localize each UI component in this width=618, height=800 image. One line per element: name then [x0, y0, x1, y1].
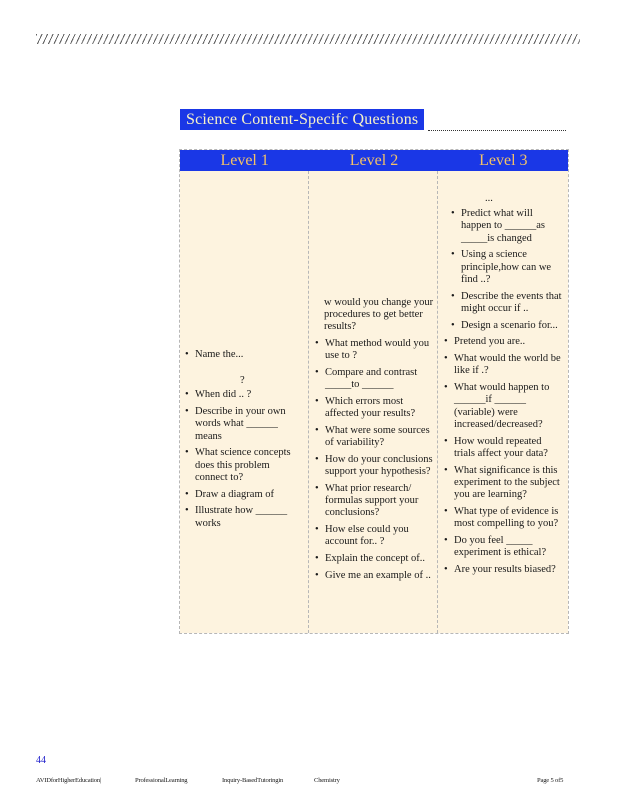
list-item: • Draw a diagram of: [182, 489, 302, 501]
list-item: • What science concepts does this problem connect to?: [182, 447, 302, 484]
list-item: • Pretend you are..: [441, 336, 565, 348]
list-item: • When did .. ?: [182, 389, 302, 401]
list-item: • Using a science principle,how can we find ..?: [448, 249, 565, 286]
section-title: [180, 109, 566, 131]
list-item: • What would happen to ______if ______ (variable) were increased/decreased?: [441, 382, 565, 431]
list-lead-text: ...: [485, 193, 493, 204]
decorative-top-border: [36, 34, 580, 44]
list-item: • Explain the concept of..: [312, 553, 434, 565]
list-item: • Design a scenario for...: [448, 320, 565, 332]
level-1-column: [180, 171, 309, 633]
list-lead-text: w would you change your procedures to get better results?: [324, 297, 434, 333]
title-dotted-leader: [428, 130, 566, 131]
list-item: • How else could you account for.. ?: [312, 524, 434, 548]
list-item: • Name the...: [182, 349, 302, 361]
header-level-2: Level 2: [349, 152, 399, 169]
list-item: • What prior research/ formulas support your conclusions?: [312, 483, 434, 520]
questions-table: [179, 149, 569, 634]
list-item: • How do your conclusions support your hypothesis?: [312, 454, 434, 478]
list-item: • How would repeated trials affect your data?: [441, 436, 565, 460]
list-item: • Do you feel _____ experiment is ethical?: [441, 535, 565, 559]
level-1-list: [182, 349, 302, 534]
list-item: • Which errors most affected your results?: [312, 396, 434, 420]
list-item: • What method would you use to ?: [312, 338, 434, 362]
list-item: • Describe in your own words what ______ means: [182, 406, 302, 443]
footer-topic: Inquiry-BasedTutoringin: [222, 777, 284, 784]
list-item: • Illustrate how ______ works: [182, 505, 302, 529]
footer-subject: Chemistry: [314, 777, 340, 784]
footer-publisher: AVIDforHigherEducation|: [36, 777, 102, 784]
list-item: • Give me an example of ..: [312, 570, 434, 582]
page-number: 44: [36, 755, 46, 766]
footer-page: Page 5 of5: [537, 777, 564, 784]
header-level-1: Level 1: [220, 152, 269, 169]
section-title-text: Science Content-Specifc Questions: [180, 109, 424, 130]
level-3-column: [438, 171, 568, 633]
level-2-column: [309, 171, 438, 633]
footer-series: ProfessionalLearning: [135, 777, 188, 784]
header-level-3: Level 3: [479, 152, 528, 169]
list-item: • What would the world be like if .?: [441, 353, 565, 377]
level-2-list: [312, 297, 434, 586]
list-item: • What were some sources of variability?: [312, 425, 434, 449]
list-item: • What significance is this experiment to the subject you are learning?: [441, 465, 565, 502]
stray-text: ?: [240, 375, 245, 387]
list-item: • Describe the events that might occur if ..: [448, 291, 565, 315]
list-item: • Compare and contrast _____to ______: [312, 367, 434, 391]
page-footer: [36, 777, 580, 787]
level-3-list: [441, 193, 565, 581]
list-item: • Predict what will happen to ______as _____is changed: [448, 208, 565, 245]
list-item: • Are your results biased?: [441, 564, 565, 576]
list-item: • What type of evidence is most compelling to you?: [441, 506, 565, 530]
table-header: [180, 150, 568, 171]
